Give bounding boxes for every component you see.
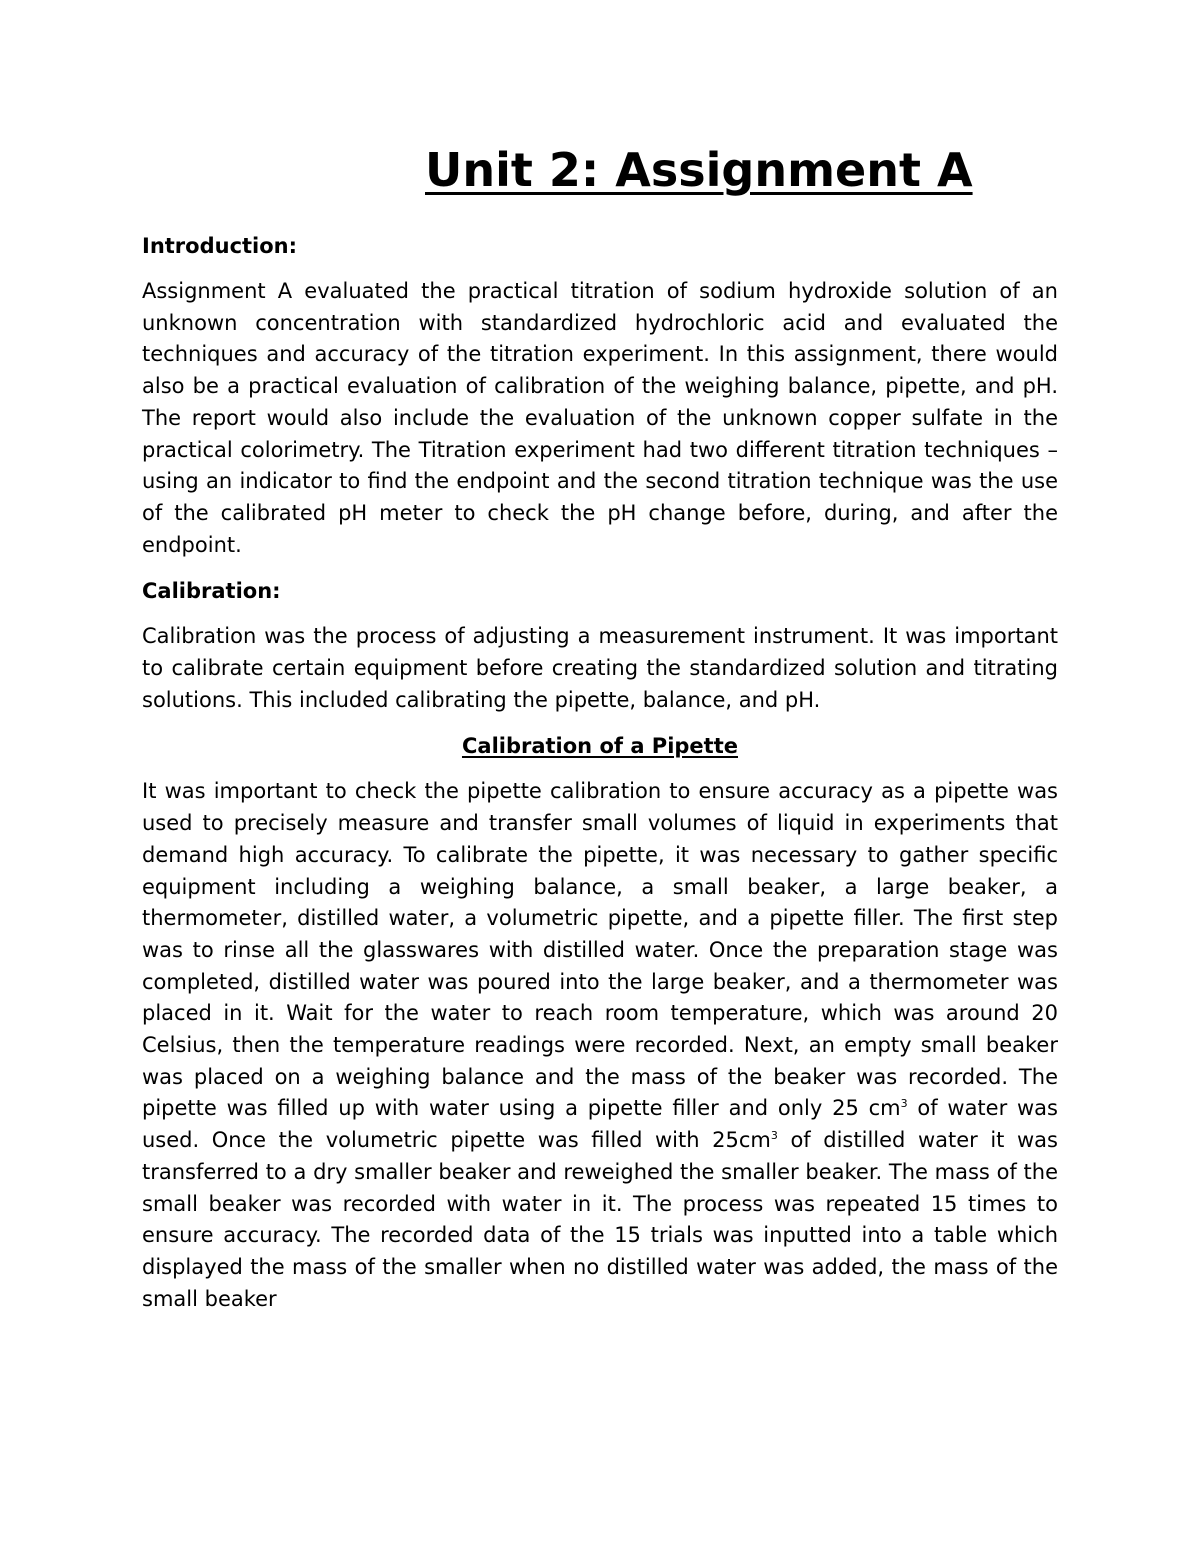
superscript-3-second: 3 (770, 1129, 778, 1143)
document-page (142, 140, 1058, 1329)
pipette-text-part-3: of distilled water it was transferred to a dry smaller beaker and reweighed the smaller beaker. The mass of the small beaker was recorded with water in it. The process was repeated 15 times to ensure accuracy. The recorded data of the 15 trials was inputted into a table which displayed the mass of the smaller when no distilled water was added, the mass of the small beaker (142, 1128, 1058, 1311)
calibration-paragraph: Calibration was the process of adjusting a measurement instrument. It was important to calibrate certain equipment before creating the standardized solution and titrating solutions. This included calibrating the pipette, balance, and pH. (142, 624, 1058, 712)
calibration-heading: Calibration: (142, 579, 281, 604)
superscript-3-first: 3 (900, 1097, 908, 1111)
document-title: Unit 2: Assignment A (425, 143, 973, 197)
pipette-calibration-heading: Calibration of a Pipette (461, 734, 738, 759)
pipette-text-part-1: It was important to check the pipette calibration to ensure accuracy as a pipette was used to precisely measure and transfer small volumes of liquid in experiments that demand high accuracy. To calibrate the pipette, it was necessary to gather specific equipment including a weighing balance, a small beaker, a large beaker, a thermometer, distilled water, a volumetric pipette, and a pipette filler. The first step was to rinse all the glasswares with distilled water. Once the preparation stage was completed, distilled water was poured into the large beaker, and a thermometer was placed in it. Wait for the water to reach room temperature, which was around 20 Celsius, then the temperature readings were recorded. Next, an empty small beaker was placed on a weighing balance and the mass of the beaker was recorded. The pipette was filled up with water using a pipette filler and only 25 cm (142, 779, 1058, 1121)
pipette-calibration-paragraph (142, 776, 1058, 1315)
introduction-heading: Introduction: (142, 234, 298, 258)
pipette-text-part-2: of water was used. Once the volumetric pipette was filled with 25cm (142, 1096, 1058, 1153)
introduction-paragraph: Assignment A evaluated the practical titration of sodium hydroxide solution of an unknown concentration with standardized hydrochloric acid and evaluated the techniques and accuracy of the titration experiment. In this assignment, there would also be a practical evaluation of calibration of the weighing balance, pipette, and pH. The report would also include the evaluation of the unknown copper sulfate in the practical colorimetry. The Titration experiment had two different titration techniques – using an indicator to find the endpoint and the second titration technique was the use of the calibrated pH meter to check the pH change before, during, and after the endpoint. (142, 279, 1058, 557)
